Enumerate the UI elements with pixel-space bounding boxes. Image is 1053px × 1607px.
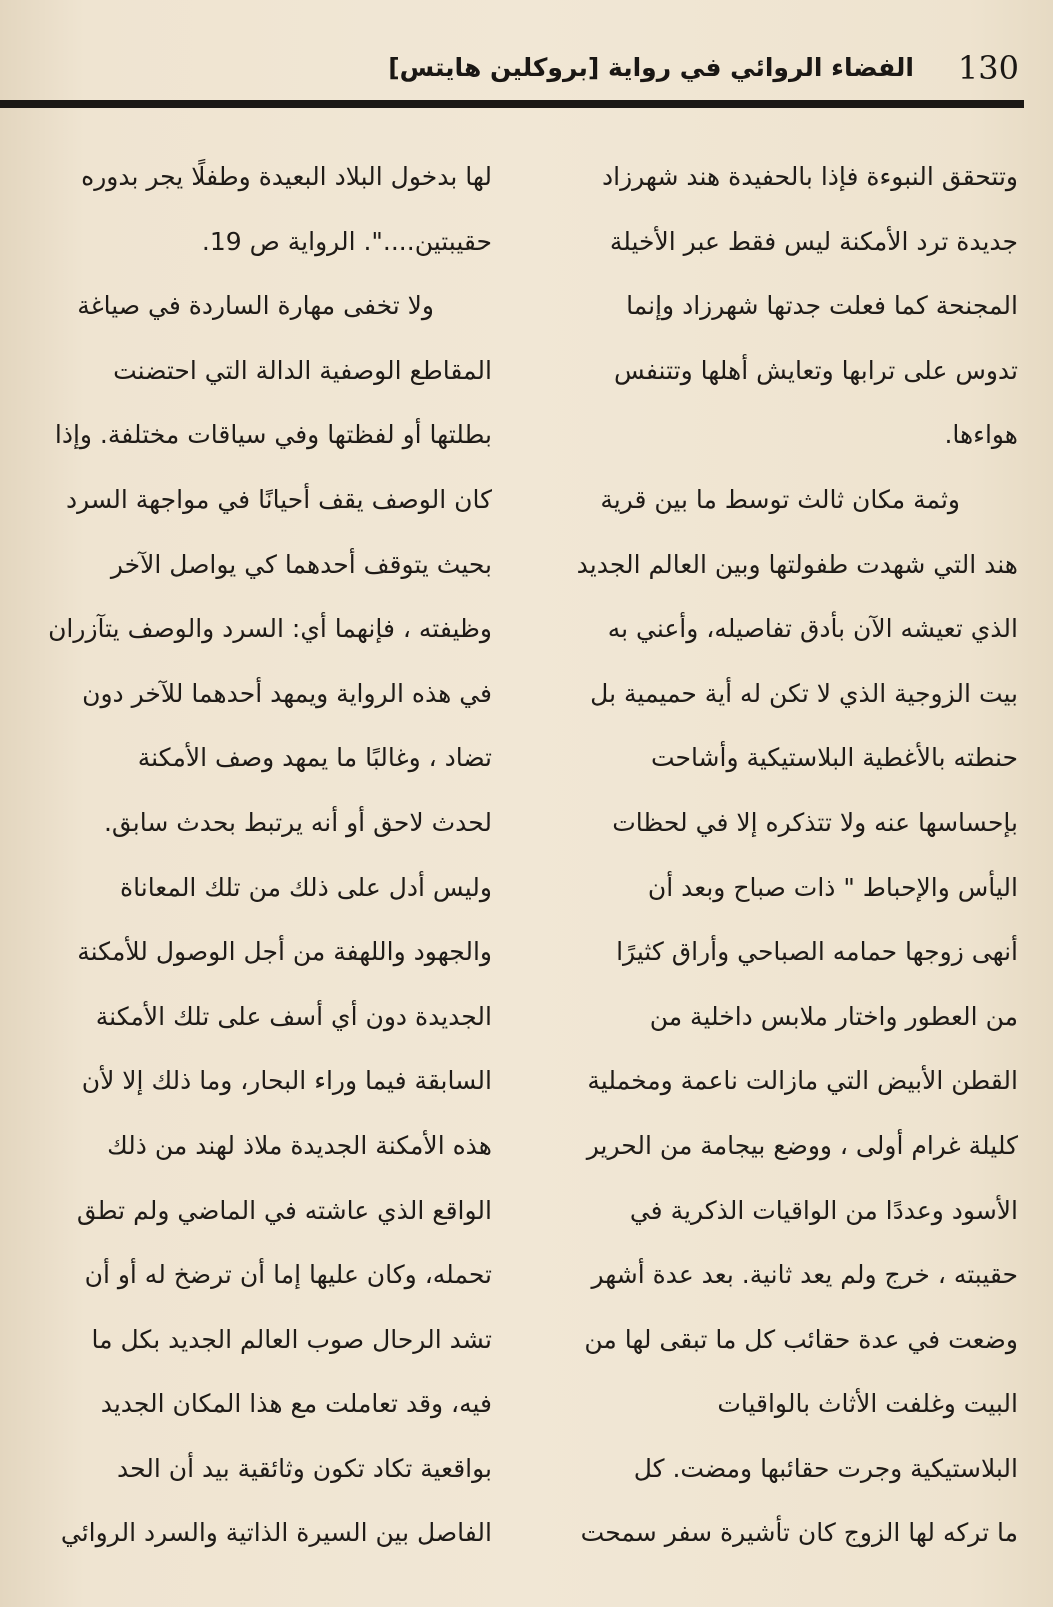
text-line: وتتحقق النبوءة فإذا بالحفيدة هند شهرزاد: [601, 162, 1018, 191]
page-number: 130: [957, 49, 1019, 87]
text-line: كان الوصف يقف أحيانًا في مواجهة السرد: [66, 484, 492, 514]
text-line: وظيفته ، فإنهما أي: السرد والوصف يتآزران: [48, 614, 492, 644]
text-line: أنهى زوجها حمامه الصباحي وأراق كثيرًا: [616, 937, 1018, 967]
text-line: وثمة مكان ثالث توسط ما بين قرية: [600, 484, 960, 514]
text-line: هند التي شهدت طفولتها وبين العالم الجديد: [576, 549, 1018, 579]
text-line: الواقع الذي عاشته في الماضي ولم تطق: [76, 1195, 492, 1225]
text-line: لها بدخول البلاد البعيدة وطفلًا يجر بدوره: [81, 162, 492, 191]
text-line: السابقة فيما وراء البحار، وما ذلك إلا لأن: [81, 1066, 492, 1096]
text-line: البيت وغلفت الأثاث بالواقيات: [717, 1389, 1018, 1419]
text-line: اليأس والإحباط " ذات صباح وبعد أن: [647, 872, 1018, 902]
text-line: وليس أدل على ذلك من تلك المعاناة: [120, 872, 492, 902]
text-line: القطن الأبيض التي مازالت ناعمة ومخملية: [587, 1066, 1018, 1096]
text-line: المجنحة كما فعلت جدتها شهرزاد وإنما: [626, 291, 1018, 321]
left-column: [40, 145, 492, 1566]
text-line: الذي تعيشه الآن بأدق تفاصيله، وأعني به: [607, 614, 1018, 644]
text-line: هواءها.: [944, 420, 1018, 450]
text-line: بيت الزوجية الذي لا تكن له أية حميمية بل: [590, 678, 1018, 708]
text-line: كليلة غرام أولى ، ووضع بيجامة من الحرير: [586, 1130, 1018, 1160]
text-line: تضاد ، وغالبًا ما يمهد وصف الأمكنة: [137, 743, 492, 773]
text-line: تدوس على ترابها وتعايش أهلها وتتنفس: [614, 355, 1018, 385]
text-line: في هذه الرواية ويمهد أحدهما للآخر دون: [82, 678, 492, 708]
text-line: ولا تخفى مهارة الساردة في صياغة: [77, 291, 434, 321]
text-line: الأسود وعددًا من الواقيات الذكرية في: [629, 1195, 1018, 1225]
right-column: [566, 145, 1018, 1566]
text-line: فيه، وقد تعاملت مع هذا المكان الجديد: [100, 1389, 492, 1419]
text-line: بحيث يتوقف أحدهما كي يواصل الآخر: [110, 549, 492, 579]
text-line: ما تركه لها الزوج كان تأشيرة سفر سمحت: [580, 1518, 1018, 1548]
text-line: تشد الرحال صوب العالم الجديد بكل ما: [91, 1324, 492, 1354]
text-line: لحدث لاحق أو أنه يرتبط بحدث سابق.: [103, 807, 492, 837]
text-line: هذه الأمكنة الجديدة ملاذ لهند من ذلك: [107, 1130, 492, 1160]
text-line: بطلتها أو لفظتها وفي سياقات مختلفة. وإذا: [54, 420, 492, 450]
text-line: حنطته بالأغطية البلاستيكية وأشاحت: [650, 743, 1018, 773]
text-line: جديدة ترد الأمكنة ليس فقط عبر الأخيلة: [609, 226, 1018, 256]
text-line: تحمله، وكان عليها إما أن ترضخ له أو أن: [84, 1260, 492, 1290]
text-line: بإحساسها عنه ولا تتذكره إلا في لحظات: [612, 807, 1018, 837]
text-line: والجهود واللهفة من أجل الوصول للأمكنة: [77, 937, 492, 967]
text-line: بواقعية تكاد تكون وثائقية بيد أن الحد: [117, 1453, 492, 1483]
running-title: الفضاء الروائي في رواية [بروكلين هايتس]: [388, 53, 914, 82]
text-line: من العطور واختار ملابس داخلية من: [649, 1001, 1018, 1031]
text-line: حقيبته ، خرج ولم يعد ثانية. بعد عدة أشهر: [591, 1260, 1018, 1290]
header-rule: [0, 100, 1024, 108]
text-line: وضعت في عدة حقائب كل ما تبقى لها من: [584, 1324, 1018, 1354]
text-line: حقيبتين....". الرواية ص 19.: [201, 226, 492, 256]
text-line: الجديدة دون أي أسف على تلك الأمكنة: [95, 1001, 492, 1031]
page-header: [380, 40, 1019, 96]
text-line: المقاطع الوصفية الدالة التي احتضنت: [113, 355, 492, 385]
text-line: البلاستيكية وجرت حقائبها ومضت. كل: [633, 1453, 1018, 1483]
text-line: الفاصل بين السيرة الذاتية والسرد الروائي: [60, 1518, 492, 1548]
